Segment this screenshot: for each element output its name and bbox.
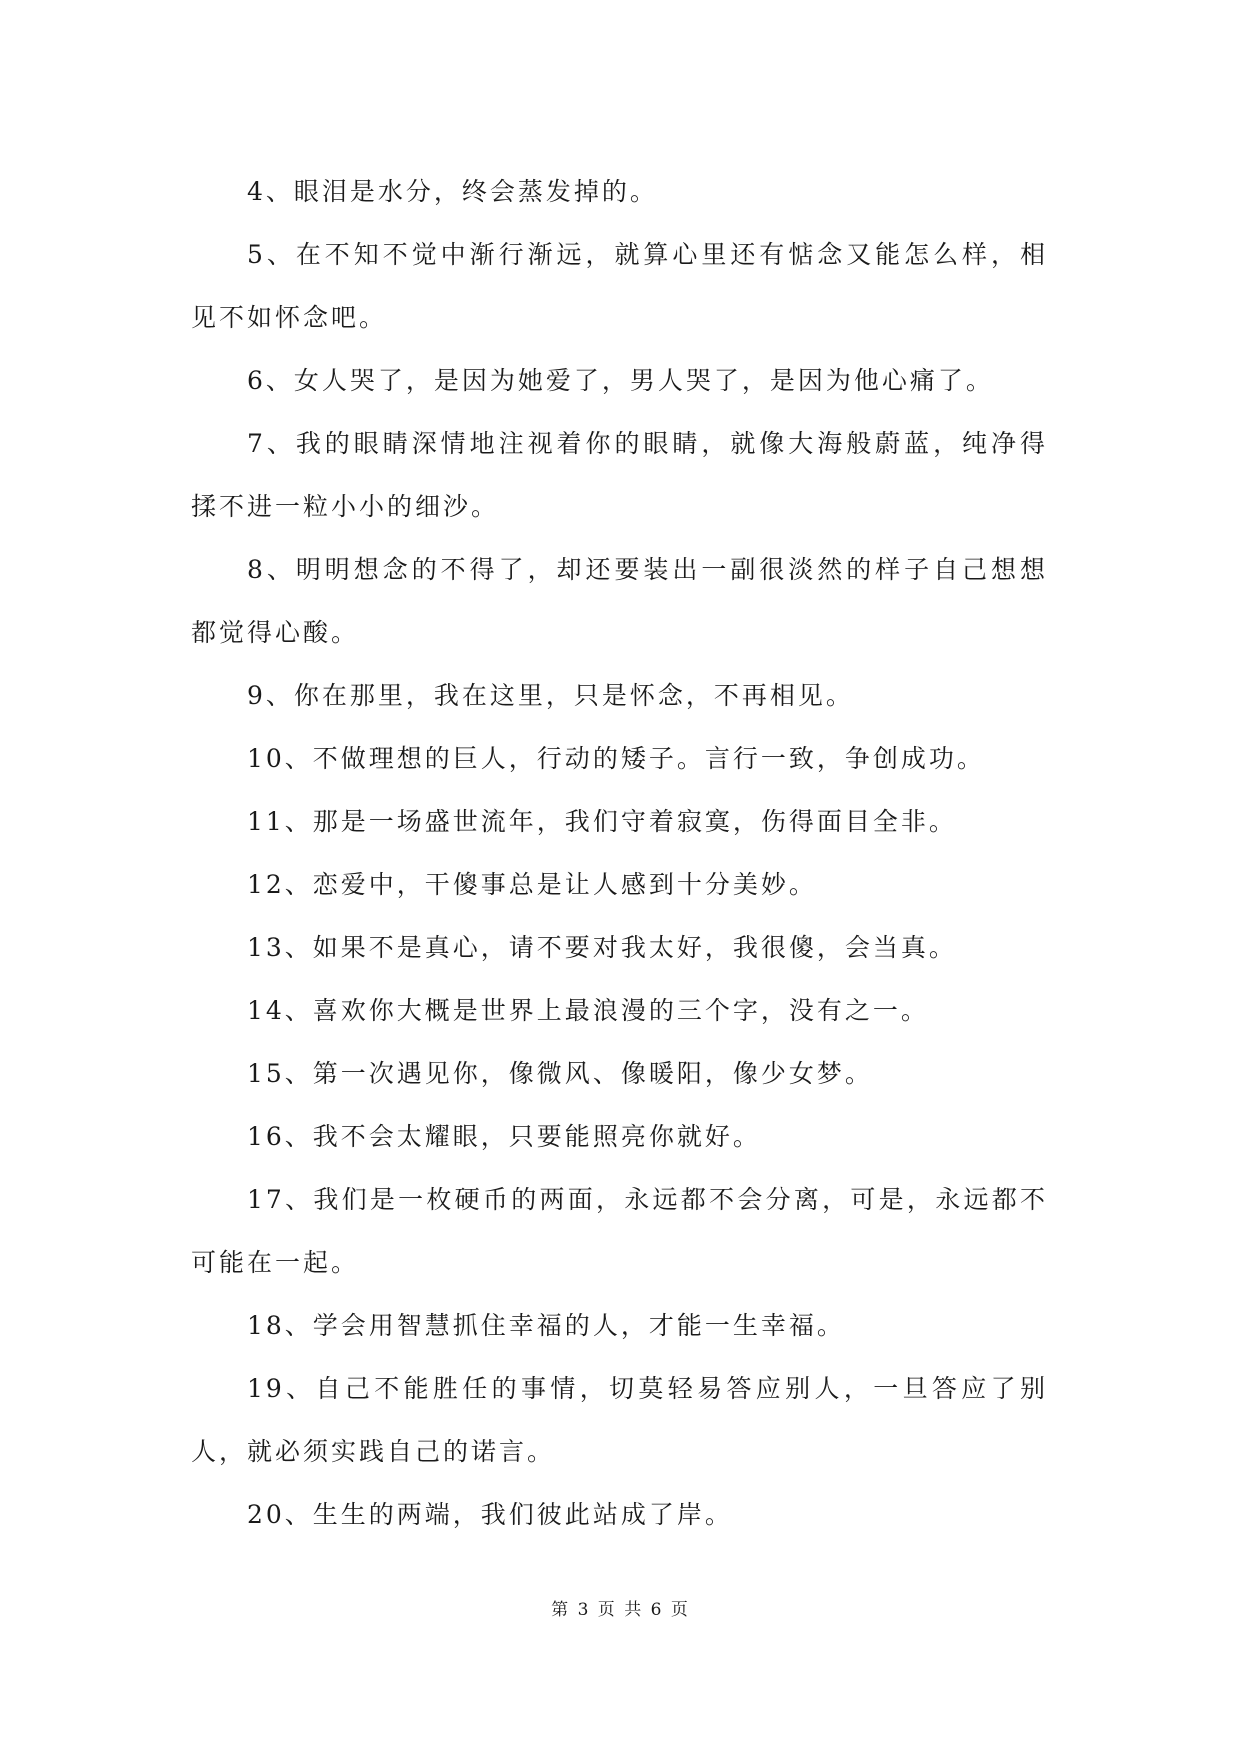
paragraph-20: 20、生生的两端，我们彼此站成了岸。 [247,1500,733,1529]
paragraph-11: 11、那是一场盛世流年，我们守着寂寞，伤得面目全非。 [247,807,957,836]
paragraph-5: 5、在不知不觉中渐行渐远，就算心里还有惦念又能怎么样，相见不如怀念吧。 [191,240,1048,332]
paragraph-7: 7、我的眼睛深情地注视着你的眼睛，就像大海般蔚蓝，纯净得揉不进一粒小小的细沙。 [191,429,1048,521]
paragraph-17: 17、我们是一枚硬币的两面，永远都不会分离，可是，永远都不可能在一起。 [191,1185,1048,1277]
paragraph-10: 10、不做理想的巨人，行动的矮子。言行一致，争创成功。 [247,744,985,773]
paragraph-9: 9、你在那里，我在这里，只是怀念，不再相见。 [247,681,854,710]
paragraph-19: 19、自己不能胜任的事情，切莫轻易答应别人，一旦答应了别人，就必须实践自己的诺言。 [191,1374,1048,1466]
paragraph-14: 14、喜欢你大概是世界上最浪漫的三个字，没有之一。 [247,996,929,1025]
paragraph-8: 8、明明想念的不得了，却还要装出一副很淡然的样子自己想想都觉得心酸。 [191,555,1048,647]
paragraph-18: 18、学会用智慧抓住幸福的人，才能一生幸福。 [247,1311,845,1340]
paragraph-16: 16、我不会太耀眼，只要能照亮你就好。 [247,1122,761,1151]
paragraph-6: 6、女人哭了，是因为她爱了，男人哭了，是因为他心痛了。 [247,366,994,395]
paragraph-4: 4、眼泪是水分，终会蒸发掉的。 [247,177,658,206]
paragraph-12: 12、恋爱中，干傻事总是让人感到十分美妙。 [247,870,817,899]
paragraph-15: 15、第一次遇见你，像微风、像暖阳，像少女梦。 [247,1059,873,1088]
document-body [191,160,1048,1546]
page-footer: 第 3 页 共 6 页 [551,1600,690,1620]
paragraph-13: 13、如果不是真心，请不要对我太好，我很傻，会当真。 [247,933,957,962]
